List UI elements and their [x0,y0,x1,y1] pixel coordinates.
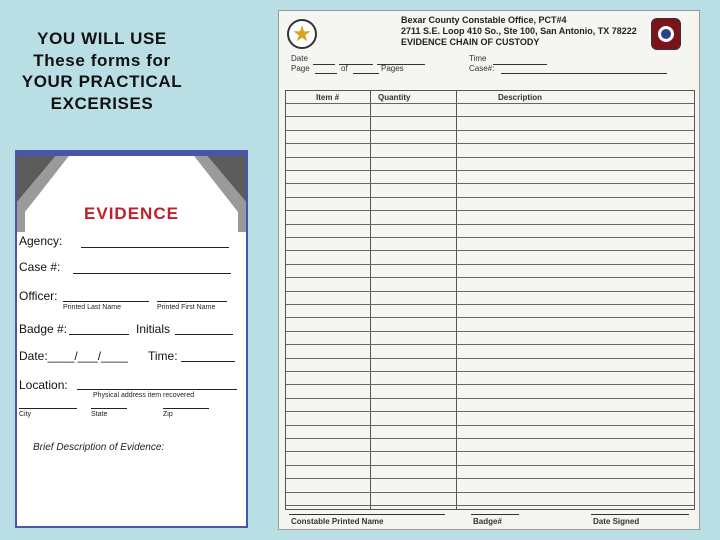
date-signed-line [591,514,689,515]
table-row [286,317,694,318]
chain-of-custody-form [278,10,700,530]
table-row [286,237,694,238]
date-line [313,64,335,65]
table-row [286,425,694,426]
case-line [73,273,231,274]
heading-line: These forms for [33,50,171,70]
state-line [91,408,127,409]
heading-line: YOU WILL USE [37,29,167,48]
table-row [286,130,694,131]
table-row [286,197,694,198]
page-line [315,73,337,74]
agency-label: Agency: [19,234,63,248]
form-header-office: Bexar County Constable Office, PCT#4 [401,15,567,25]
agency-line [81,247,229,248]
badge-label: Badge #: [19,322,68,336]
table-row [286,210,694,211]
footer-date-signed: Date Signed [593,517,640,526]
heading-line: YOUR PRACTICAL [21,72,183,91]
footer-printed-name: Constable Printed Name [291,517,384,526]
column-header-item: Item # [316,93,340,102]
time-line [181,361,235,362]
table-row [286,116,694,117]
case-label: Case #: [19,260,61,274]
table-row [286,438,694,439]
case-field-label: Case#: [469,64,495,73]
case-line [501,73,667,74]
heading-line: EXCERISES [50,93,154,113]
custody-table [285,90,695,510]
table-row [286,411,694,412]
printed-last-caption: Printed Last Name [63,304,121,311]
table-row [286,224,694,225]
brief-description-label: Brief Description of Evidence: [33,442,165,453]
badge-line [471,514,519,515]
instruction-heading [8,28,196,114]
table-row [286,384,694,385]
physical-address-caption: Physical address item recovered [93,392,195,399]
time-field-label: Time [469,54,487,63]
time-line [493,64,547,65]
form-header-title: EVIDENCE CHAIN OF CUSTODY [401,37,540,47]
table-row [286,451,694,452]
table-row [286,157,694,158]
initials-line [175,334,233,335]
table-row [286,331,694,332]
footer-badge: Badge# [473,517,502,526]
table-row [286,344,694,345]
date-label: Date:____/___/____ [19,349,128,363]
location-line [77,389,237,390]
city-line [19,408,77,409]
table-row [286,304,694,305]
table-row [286,264,694,265]
printed-first-caption: Printed First Name [157,304,216,311]
table-row [286,505,694,506]
table-row [286,358,694,359]
table-row [286,398,694,399]
table-row [286,492,694,493]
zip-line [163,408,209,409]
table-row [286,478,694,479]
city-caption: City [19,411,32,418]
table-row [286,291,694,292]
table-row [286,371,694,372]
badge-line [69,334,129,335]
constable-badge-icon [651,18,681,50]
page-field-label: Page [291,64,310,73]
column-divider [456,91,457,509]
table-row [286,170,694,171]
sheriff-star-icon [287,19,317,49]
table-row [286,465,694,466]
column-header-quantity: Quantity [378,93,411,102]
of-label: of [341,64,348,73]
table-row [286,250,694,251]
table-row [286,277,694,278]
location-label: Location: [19,378,68,392]
column-divider [370,91,371,509]
table-row [286,143,694,144]
time-label: Time: [148,349,178,363]
evidence-tag [15,150,248,528]
column-header-description: Description [498,93,543,102]
officer-first-line [157,301,227,302]
pages-label: Pages [381,64,404,73]
pages-line [353,73,379,74]
evidence-title: EVIDENCE [84,204,179,223]
date-field-label: Date [291,54,308,63]
signature-line [289,514,445,515]
table-row [286,183,694,184]
officer-last-line [63,301,149,302]
officer-label: Officer: [19,289,58,303]
zip-caption: Zip [163,411,173,418]
initials-label: Initials [136,322,171,336]
form-header-address: 2711 S.E. Loop 410 So., Ste 100, San Antonio, TX 78222 [401,26,637,36]
state-caption: State [91,411,108,418]
table-row [286,103,694,104]
